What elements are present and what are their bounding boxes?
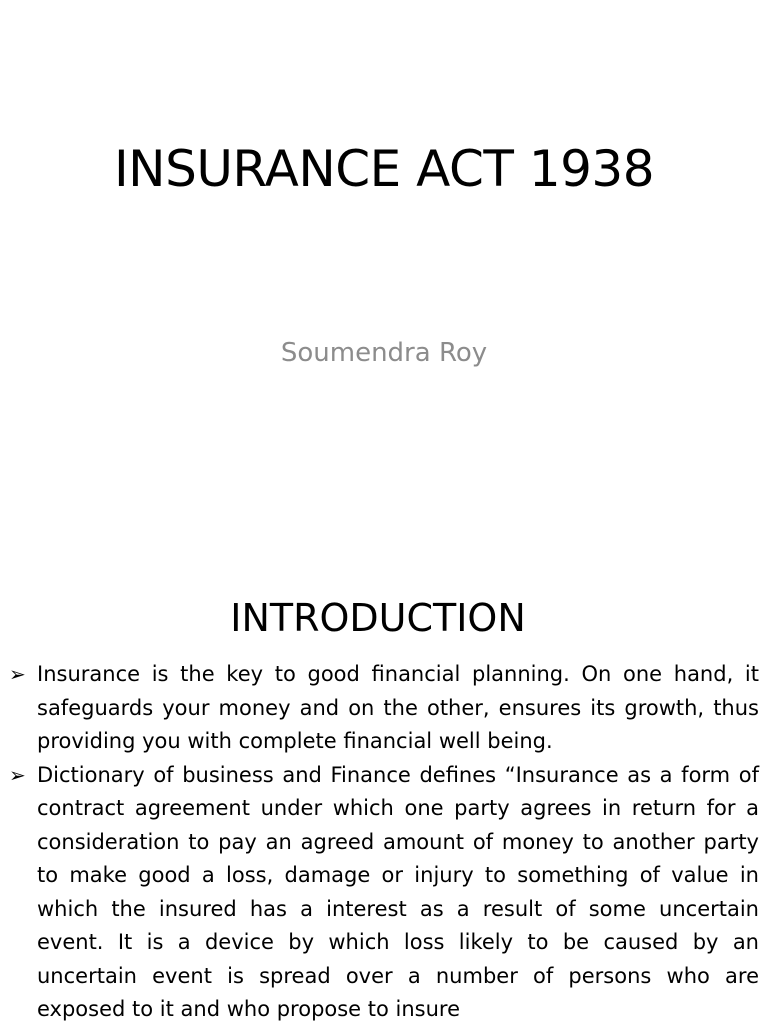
arrow-bullet-icon: ➢: [9, 662, 26, 686]
introduction-slide: [0, 576, 768, 1024]
slide-subtitle-author: Soumendra Roy: [280, 338, 488, 368]
bullet-text: Dictionary of business and Finance defines “Insurance as a form of contract agreement under which one party agrees in return for a consideration to pay an agreed amount of money to another party to make good a loss, damage or injury to something of value in which the insured has a interest as a result of some uncertain event. It is a device by which loss likely to be caused by an uncertain event is spread over a number of persons who are exposed to it and who propose to insure: [37, 762, 759, 1021]
section-heading: INTRODUCTION: [230, 596, 526, 640]
bullet-item: [0, 759, 768, 1024]
bullet-item: [0, 658, 768, 759]
bullet-list: [0, 658, 768, 1024]
arrow-bullet-icon: ➢: [9, 762, 26, 787]
bullet-text: Insurance is the key to good financial planning. On one hand, it safeguards your money and on the other, ensures its growth, thus providing you with complete financial well being.: [37, 662, 759, 753]
slide-title: INSURANCE ACT 1938: [113, 140, 655, 198]
